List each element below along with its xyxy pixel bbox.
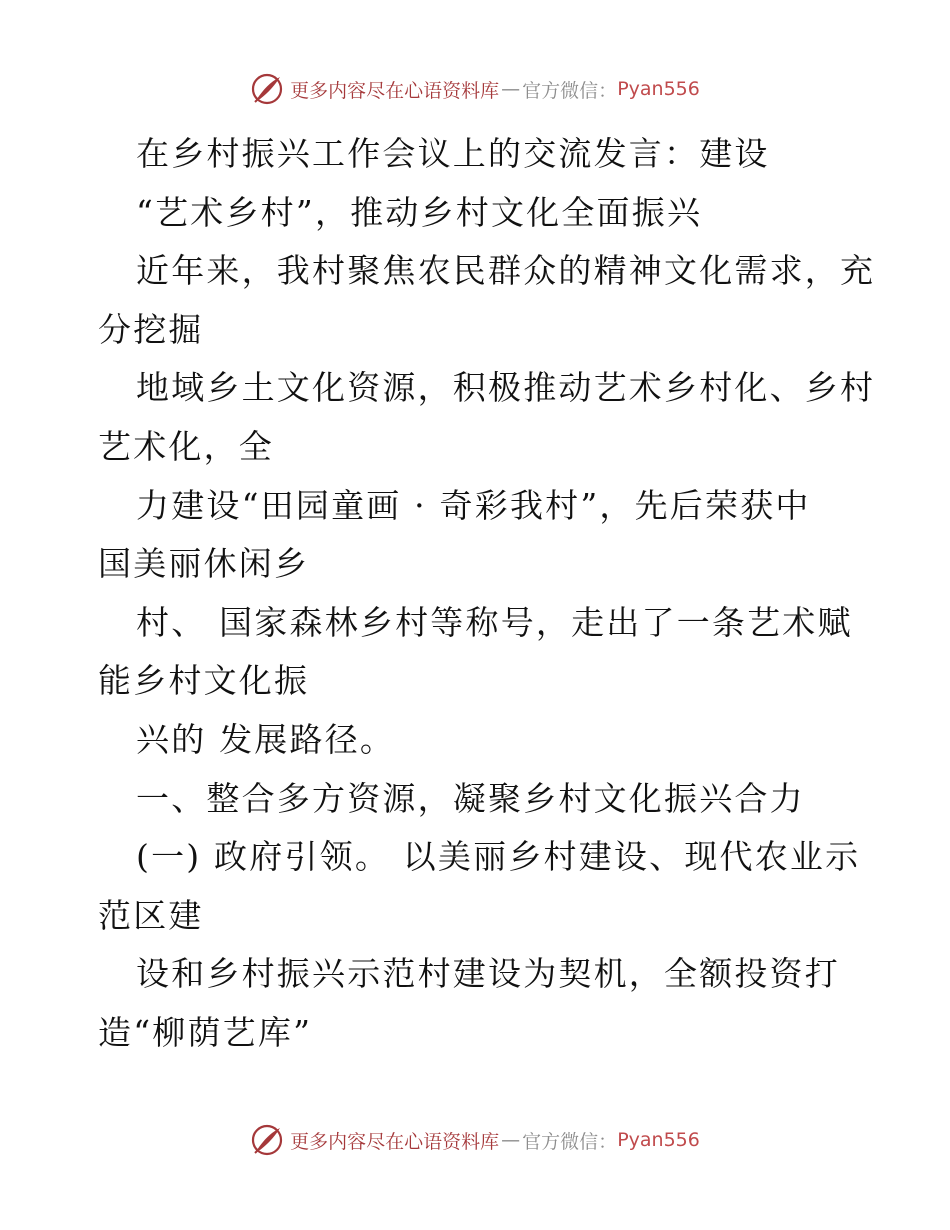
footer-watermark — [0, 1123, 950, 1157]
paragraph-line: 力建设“田园童画 · 奇彩我村”，先后荣获中 — [136, 485, 811, 525]
paragraph-line: 国美丽休闲乡 — [98, 544, 310, 584]
paragraph-line: 兴的 发展路径。 — [136, 719, 396, 759]
watermark-text: 更多内容尽在心语资料库 — [290, 79, 500, 102]
feather-pen-logo-icon — [250, 72, 284, 106]
feather-pen-logo-icon — [250, 1123, 284, 1157]
watermark-contact-label: 官方微信： — [522, 1130, 618, 1153]
paragraph-line: 造“柳荫艺库” — [98, 1012, 313, 1052]
watermark-separator: — — [501, 78, 521, 100]
section-heading: 一、整合多方资源，凝聚乡村文化振兴合力 — [136, 778, 805, 818]
subsection-line: (一) 政府引领。 以美丽乡村建设、现代农业示 — [136, 837, 861, 877]
paragraph-line: 设和乡村振兴示范村建设为契机，全额投资打 — [136, 954, 840, 994]
paragraph-line: 范区建 — [98, 895, 204, 935]
watermark-contact-id: Pyan556 — [617, 78, 700, 100]
paragraph-line: 村、 国家森林乡村等称号，走出了一条艺术赋 — [136, 602, 853, 642]
watermark-contact-label: 官方微信： — [522, 79, 618, 102]
paragraph-line: 艺术化，全 — [98, 426, 274, 466]
paragraph-line: 地域乡土文化资源，积极推动艺术乡村化、乡村 — [136, 368, 876, 408]
header-watermark — [0, 72, 950, 106]
paragraph-line: 近年来，我村聚焦农民群众的精神文化需求，充 — [136, 251, 876, 291]
watermark-separator: — — [501, 1129, 521, 1151]
paragraph-line: 分挖掘 — [98, 309, 204, 349]
watermark-text: 更多内容尽在心语资料库 — [290, 1130, 500, 1153]
document-body — [98, 125, 876, 1063]
document-title-line-1: 在乡村振兴工作会议上的交流发言：建设 — [136, 134, 770, 173]
paragraph-line: 能乡村文化振 — [98, 661, 310, 701]
document-title-line-2: “艺术乡村”，推动乡村文化全面振兴 — [136, 192, 703, 232]
watermark-contact-id: Pyan556 — [617, 1129, 700, 1151]
